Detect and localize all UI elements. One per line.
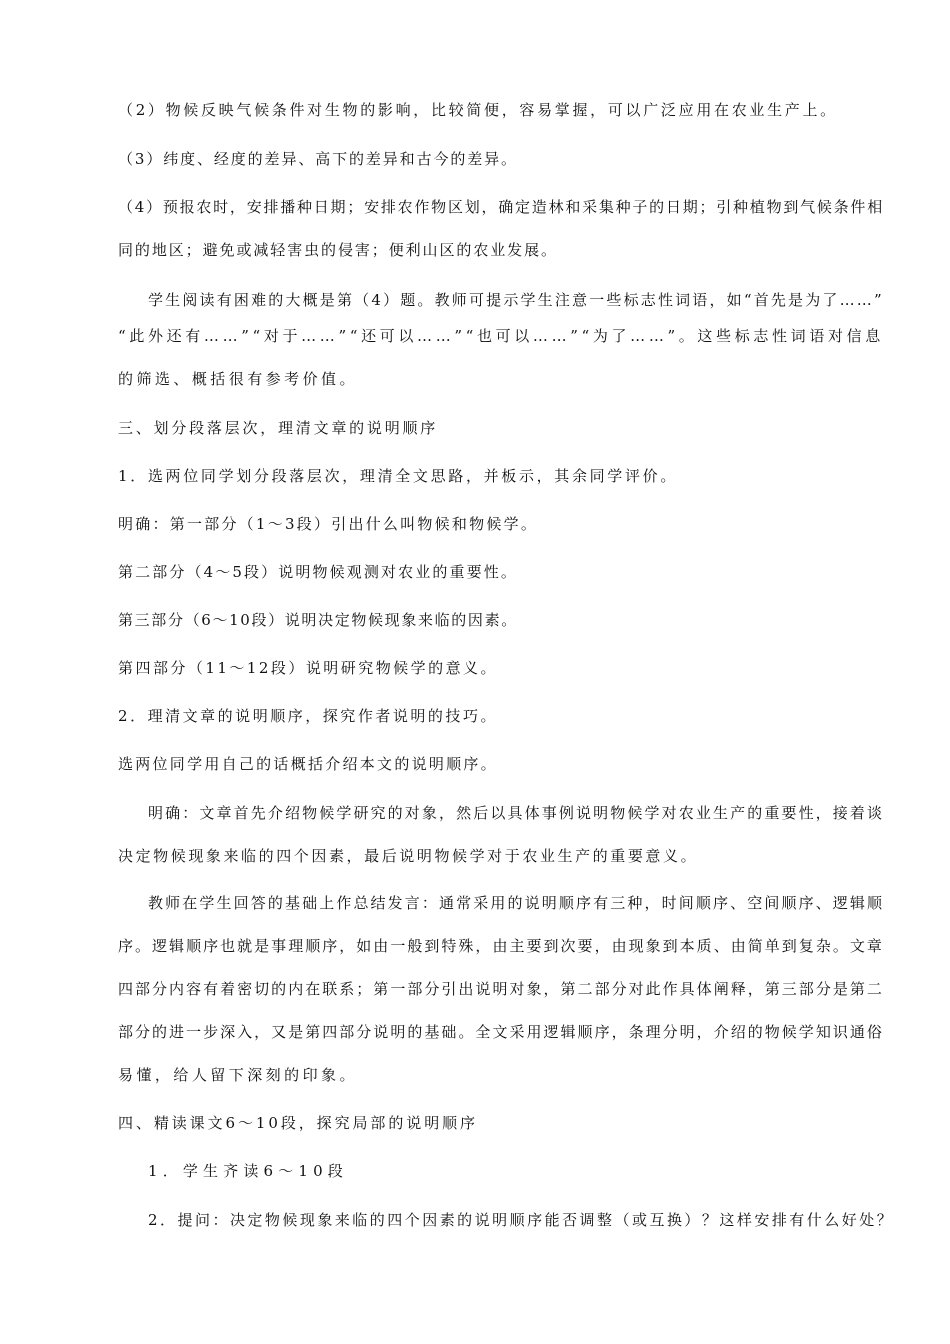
clarify-order-line-1: 明确：文章首先介绍物候学研究的对象，然后以具体事例说明物候学对农业生产的重要性，接着谈 — [148, 804, 885, 822]
section-4-heading: 四、精读课文6～10段，探究局部的说明顺序 — [118, 1114, 478, 1132]
summary-line-4: 部分的进一步深入，又是第四部分说明的基础。全文采用逻辑顺序，条理分明，介绍的物候学知识通俗 — [118, 1023, 884, 1041]
summary-line-5: 易懂，给人留下深刻的印象。 — [118, 1066, 358, 1084]
summary-line-2: 序。逻辑顺序也就是事理顺序，如由一般到特殊，由主要到次要，由现象到本质、由简单到复杂。文章 — [118, 937, 884, 955]
answer-3-line: （3）纬度、经度的差异、高下的差异和古今的差异。 — [118, 150, 518, 168]
summary-line-1: 教师在学生回答的基础上作总结发言：通常采用的说明顺序有三种，时间顺序、空间顺序、逻辑顺 — [148, 894, 885, 912]
answer-4-line-1: （4）预报农时，安排播种日期；安排农作物区划，确定造林和采集种子的日期；引种植物到气候条件相 — [118, 198, 884, 216]
answer-4-line-2: 同的地区；避免或减轻害虫的侵害；便利山区的农业发展。 — [118, 241, 558, 259]
task-2-line: 2．理清文章的说明顺序，探究作者说明的技巧。 — [118, 707, 498, 725]
part-3-line: 第三部分（6～10段）说明决定物候现象来临的因素。 — [118, 611, 518, 629]
summary-line-3: 四部分内容有着密切的内在联系；第一部分引出说明对象，第二部分对此作具体阐释，第三部分是第二 — [118, 980, 884, 998]
part-4-line: 第四部分（11～12段）说明研究物候学的意义。 — [118, 659, 498, 677]
step-2-question: 2．提问：决定物候现象来临的四个因素的说明顺序能否调整（或互换）？这样安排有什么好处？ — [148, 1211, 895, 1229]
reading-note-line-2: “此外还有……”“对于……”“还可以……”“也可以……”“为了……”。这些标志性词语对信息 — [118, 327, 884, 345]
answer-2-line: （2）物候反映气候条件对生物的影响，比较简便，容易掌握，可以广泛应用在农业生产上。 — [118, 101, 838, 119]
reading-note-line-1: 学生阅读有困难的大概是第（4）题。教师可提示学生注意一些标志性词语，如“首先是为了……” — [148, 291, 884, 309]
step-1-line: 1．学生齐读6～10段 — [148, 1162, 348, 1180]
clarify-part-1: 明确：第一部分（1～3段）引出什么叫物候和物候学。 — [118, 515, 539, 533]
part-2-line: 第二部分（4～5段）说明物候观测对农业的重要性。 — [118, 563, 518, 581]
reading-note-line-3: 的筛选、概括很有参考价值。 — [118, 370, 358, 388]
task-2-instruction: 选两位同学用自己的话概括介绍本文的说明顺序。 — [118, 755, 498, 773]
clarify-order-line-2: 决定物候现象来临的四个因素，最后说明物候学对于农业生产的重要意义。 — [118, 847, 699, 865]
section-3-heading: 三、划分段落层次，理清文章的说明顺序 — [118, 419, 439, 437]
task-1-line: 1．选两位同学划分段落层次，理清全文思路，并板示，其余同学评价。 — [118, 467, 678, 485]
